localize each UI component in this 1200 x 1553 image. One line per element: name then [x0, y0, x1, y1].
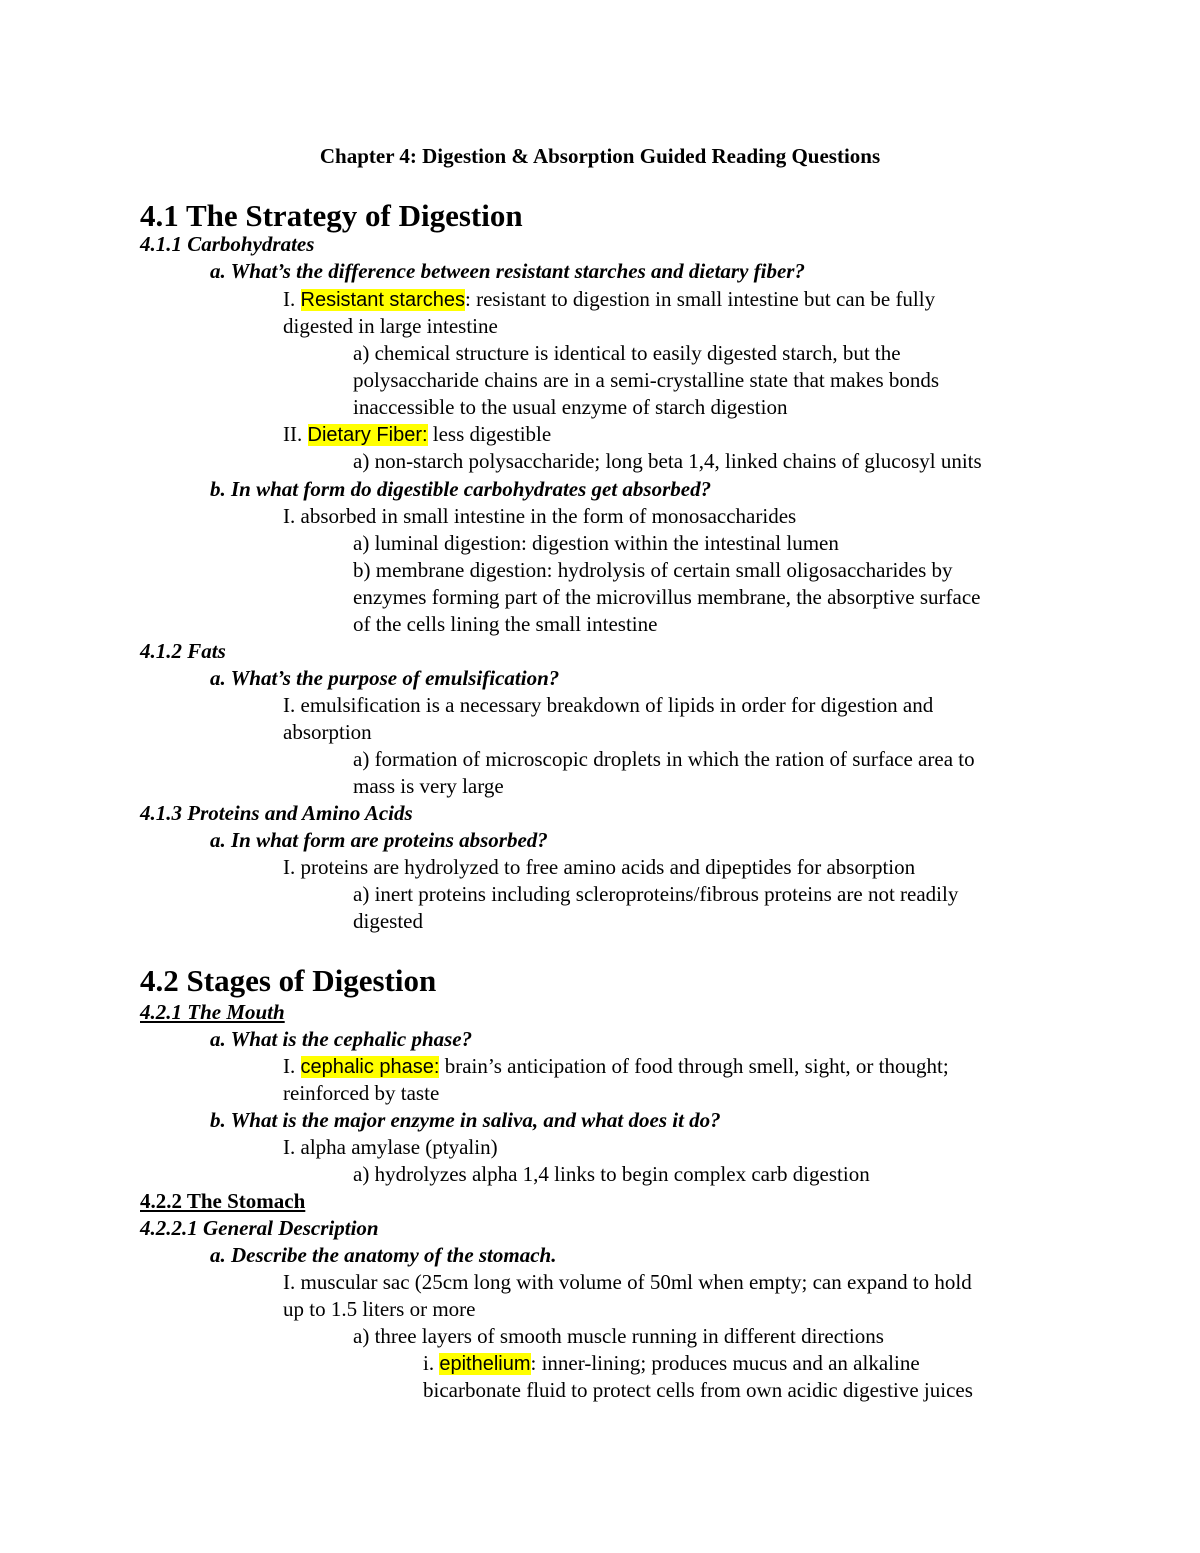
answer-line: a) non-starch polysaccharide; long beta 1,4, linked chains of glucosyl units — [353, 449, 982, 473]
question-carb-absorption: b. In what form do digestible carbohydrates get absorbed? — [210, 477, 712, 501]
highlight-term: Dietary Fiber: — [307, 424, 428, 446]
question-saliva-enzyme: b. What is the major enzyme in saliva, and what does it do? — [210, 1108, 721, 1132]
answer-line: I. absorbed in small intestine in the form of monosaccharides — [283, 504, 797, 528]
answer-line: I. muscular sac (25cm long with volume of 50ml when empty; can expand to hold — [283, 1270, 972, 1294]
answer-line: i. epithelium: inner-lining; produces mucus and an alkaline — [423, 1351, 920, 1375]
section-heading-4-2: 4.2 Stages of Digestion — [140, 963, 437, 998]
answer-line: digested in large intestine — [283, 314, 498, 338]
question-resistant-starch: a. What’s the difference between resistant starches and dietary fiber? — [210, 259, 805, 283]
subsection-heading-carbohydrates: 4.1.1 Carbohydrates — [140, 232, 315, 256]
answer-line: enzymes forming part of the microvillus membrane, the absorptive surface — [353, 585, 981, 609]
section-heading-4-1: 4.1 The Strategy of Digestion — [140, 198, 523, 233]
answer-line: a) inert proteins including scleroproteins/fibrous proteins are not readily — [353, 882, 959, 906]
answer-line: II. Dietary Fiber: less digestible — [283, 422, 552, 446]
answer-line: I. emulsification is a necessary breakdown of lipids in order for digestion and — [283, 693, 934, 717]
subsection-heading-fats: 4.1.2 Fats — [140, 639, 226, 663]
answer-line: a) hydrolyzes alpha 1,4 links to begin complex carb digestion — [353, 1162, 870, 1186]
answer-line: bicarbonate fluid to protect cells from own acidic digestive juices — [423, 1378, 973, 1402]
answer-line: of the cells lining the small intestine — [353, 612, 658, 636]
answer-line: I. cephalic phase: brain’s anticipation of food through smell, sight, or thought; — [283, 1054, 949, 1078]
answer-line: I. proteins are hydrolyzed to free amino acids and dipeptides for absorption — [283, 855, 916, 879]
answer-line: inaccessible to the usual enzyme of starch digestion — [353, 395, 788, 419]
subsection-heading-proteins: 4.1.3 Proteins and Amino Acids — [140, 801, 413, 825]
highlight-term: cephalic phase: — [300, 1056, 440, 1078]
answer-line: digested — [353, 909, 423, 933]
answer-line: a) chemical structure is identical to easily digested starch, but the — [353, 341, 901, 365]
answer-line: reinforced by taste — [283, 1081, 440, 1105]
subsubsection-heading-general: 4.2.2.1 General Description — [140, 1216, 379, 1240]
question-protein-absorption: a. In what form are proteins absorbed? — [210, 828, 548, 852]
answer-line: mass is very large — [353, 774, 504, 798]
answer-line: polysaccharide chains are in a semi-crystalline state that makes bonds — [353, 368, 940, 392]
answer-line: absorption — [283, 720, 372, 744]
question-emulsification: a. What’s the purpose of emulsification? — [210, 666, 560, 690]
answer-line: up to 1.5 liters or more — [283, 1297, 476, 1321]
answer-line: b) membrane digestion: hydrolysis of certain small oligosaccharides by — [353, 558, 953, 582]
subsection-heading-mouth: 4.2.1 The Mouth — [140, 1000, 285, 1024]
document-title: Chapter 4: Digestion & Absorption Guided Reading Questions — [319, 144, 881, 168]
highlight-term: epithelium — [439, 1353, 531, 1375]
question-stomach-anatomy: a. Describe the anatomy of the stomach. — [210, 1243, 557, 1267]
answer-line: I. alpha amylase (ptyalin) — [283, 1135, 498, 1159]
answer-line: a) three layers of smooth muscle running in different directions — [353, 1324, 884, 1348]
answer-line: I. Resistant starches: resistant to digestion in small intestine but can be fully — [283, 287, 936, 311]
highlight-term: Resistant starches — [300, 289, 466, 311]
subsection-heading-stomach: 4.2.2 The Stomach — [140, 1189, 306, 1213]
answer-line: a) luminal digestion: digestion within the intestinal lumen — [353, 531, 839, 555]
answer-line: a) formation of microscopic droplets in which the ration of surface area to — [353, 747, 975, 771]
question-cephalic-phase: a. What is the cephalic phase? — [210, 1027, 473, 1051]
